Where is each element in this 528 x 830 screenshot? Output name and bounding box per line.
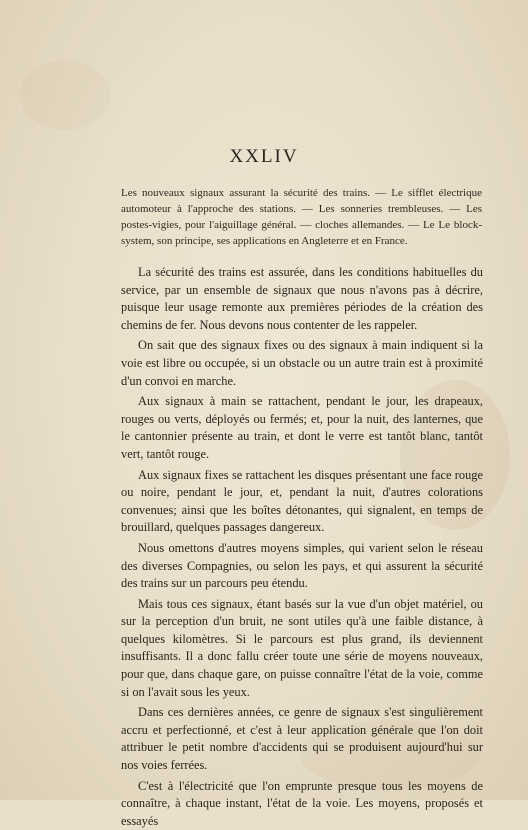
paragraph: La sécurité des trains est assurée, dans les conditions habituelles du service, par un ensemble de signaux que nous n'avons pas à décrire, puisque leur usage remonte aux premières périodes de la création des chemins de fer. Nous devons nous contenter de les rappeler.: [121, 265, 483, 332]
paragraph: Aux signaux fixes se rattachent les disques présentant une face rouge ou noire, pendant le jour, et, pendant la nuit, d'autres colorations convenues; ainsi que les boîtes détonantes, qui signalent, en temps de brouillard, quelques passages dangereux.: [121, 467, 483, 535]
paragraph: On sait que des signaux fixes ou des signaux à main indiquent si la voie est libre ou occupée, si un obstacle ou un autre train est à proximité d'un convoi en marche.: [121, 338, 483, 388]
chapter-body: [121, 264, 483, 830]
chapter-summary: Les nouveaux signaux assurant la sécurité des trains. — Le sifflet électrique automoteur à l'approche des stations. — Les sonneries trembleuses. — Les postes-vigies, pour l'aiguillage général. — cloches allemandes. — Le Le block-system, son principe, ses applications en Angleterre et en France.: [121, 187, 482, 247]
paragraph: Mais tous ces signaux, étant basés sur la vue d'un objet matériel, ou sur la perception d'un bruit, ne sont utiles qu'à une faible distance, à quelques kilomètres. Si le parcours est plus grand, ils deviennent insuffisants. Il a donc fallu créer toute une série de moyens nouveaux, pour que, dans chaque gare, on puisse connaître l'état de la voie, comme si on l'avait sous les yeux.: [121, 596, 483, 699]
paragraph: C'est à l'électricité que l'on emprunte presque tous les moyens de connaître, à chaque instant, l'état de la voie. Les moyens, proposés et essayés: [121, 778, 483, 828]
paragraph: Aux signaux à main se rattachent, pendant le jour, les drapeaux, rouges ou verts, déployés ou fermés; et, pour la nuit, des lanternes, que le cantonnier présente au train, et dont le verre est tantôt blanc, tantôt vert, tantôt rouge.: [121, 394, 483, 461]
paper-stain: [20, 60, 110, 130]
paragraph: Nous omettons d'autres moyens simples, qui varient selon le réseau des diverses Compagnies, ou selon les pays, et qui assurent la sécurité des trains sur un parcours peu étendu.: [121, 540, 483, 591]
chapter-number: XXLIV: [229, 146, 299, 167]
paragraph: Dans ces dernières années, ce genre de signaux s'est singulièrement accru et perfectionné, et c'est à leur application générale que l'on doit attribuer le petit nombre d'accidents qui se produisent aujourd'hui sur nos voies ferrées.: [121, 705, 483, 773]
